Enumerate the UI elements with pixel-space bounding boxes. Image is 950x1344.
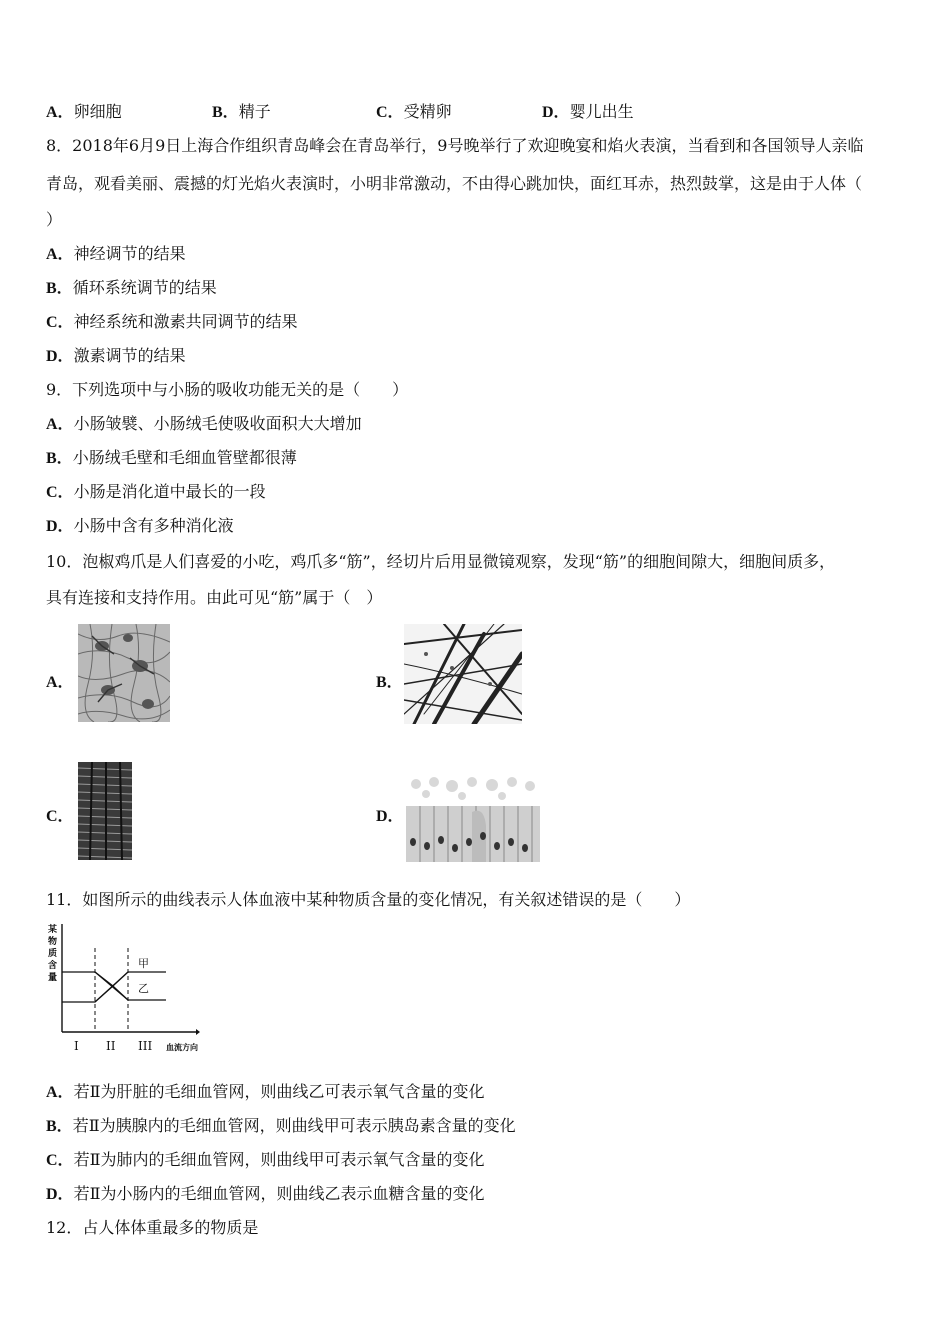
- q7-option-b[interactable]: B．精子: [212, 102, 271, 121]
- q8-option-d[interactable]: D．激素调节的结果: [46, 346, 186, 365]
- q7-option-a[interactable]: A．卵细胞: [46, 102, 122, 121]
- region-label-1: I: [74, 1039, 79, 1053]
- graph-ylabel: 某物质含量: [48, 925, 58, 983]
- q10-stem-line-2: 具有连接和支持作用。由此可见“筋”属于（ ）: [46, 588, 383, 607]
- q9-option-b[interactable]: B．小肠绒毛壁和毛细血管壁都很薄: [46, 448, 297, 467]
- q11-option-d[interactable]: D．若Ⅱ为小肠内的毛细血管网，则曲线乙表示血糖含量的变化: [46, 1184, 485, 1203]
- q11-stem: 11．如图所示的曲线表示人体血液中某种物质含量的变化情况，有关叙述错误的是（ ）: [46, 890, 691, 909]
- q11-graph: [46, 920, 216, 1056]
- q7-option-d[interactable]: D．婴儿出生: [542, 102, 634, 121]
- q10-option-b-image[interactable]: [404, 624, 522, 724]
- q10-option-c-image[interactable]: [78, 762, 132, 860]
- q10-option-a-label[interactable]: A．: [46, 674, 74, 691]
- q8-stem-line-2: 青岛，观看美丽、震撼的灯光焰火表演时，小明非常激动，不由得心跳加快，面红耳赤，热烈鼓掌，这是由于人体（: [46, 174, 863, 193]
- q10-stem-line-1: 10．泡椒鸡爪是人们喜爱的小吃，鸡爪多“筋”，经切片后用显微镜观察，发现“筋”的细胞间隙大，细胞间质多，: [46, 552, 836, 571]
- q9-option-c[interactable]: C．小肠是消化道中最长的一段: [46, 482, 266, 501]
- q8-option-a[interactable]: A．神经调节的结果: [46, 244, 186, 263]
- q11-option-a[interactable]: A．若Ⅱ为肝脏的毛细血管网，则曲线乙可表示氧气含量的变化: [46, 1082, 485, 1101]
- q7-options-row: [46, 102, 746, 122]
- q7-option-c[interactable]: C．受精卵: [376, 102, 452, 121]
- q12-stem: 12．占人体体重最多的物质是: [46, 1218, 259, 1237]
- q8-stem-line-1: 8．2018年6月9日上海合作组织青岛峰会在青岛举行，9号晚举行了欢迎晚宴和焰火表演，当看到和各国领导人亲临: [46, 136, 864, 155]
- q10-option-d-label[interactable]: D．: [376, 808, 404, 825]
- q9-option-d[interactable]: D．小肠中含有多种消化液: [46, 516, 234, 535]
- q8-option-c[interactable]: C．神经系统和激素共同调节的结果: [46, 312, 298, 331]
- curve-jia: [62, 972, 166, 986]
- q11-option-c[interactable]: C．若Ⅱ为肺内的毛细血管网，则曲线甲可表示氧气含量的变化: [46, 1150, 485, 1169]
- q10-option-b-label[interactable]: B．: [376, 674, 403, 691]
- q9-stem: 9．下列选项中与小肠的吸收功能无关的是（ ）: [46, 380, 409, 399]
- curve-yi-label: 乙: [138, 982, 149, 995]
- q8-stem-line-3: ）: [46, 210, 63, 229]
- region-label-2: II: [106, 1039, 116, 1053]
- curve-jia-label: 甲: [138, 957, 149, 970]
- q10-option-c-label[interactable]: C．: [46, 808, 74, 825]
- q10-option-a-image[interactable]: [78, 624, 170, 722]
- q8-option-b[interactable]: B．循环系统调节的结果: [46, 278, 217, 297]
- region-label-3: III: [138, 1039, 153, 1053]
- q10-option-d-image[interactable]: [406, 776, 540, 862]
- graph-xlabel: 血流方向: [166, 1043, 198, 1052]
- q9-option-a[interactable]: A．小肠皱襞、小肠绒毛使吸收面积大大增加: [46, 414, 362, 433]
- q11-option-b[interactable]: B．若Ⅱ为胰腺内的毛细血管网，则曲线甲可表示胰岛素含量的变化: [46, 1116, 516, 1135]
